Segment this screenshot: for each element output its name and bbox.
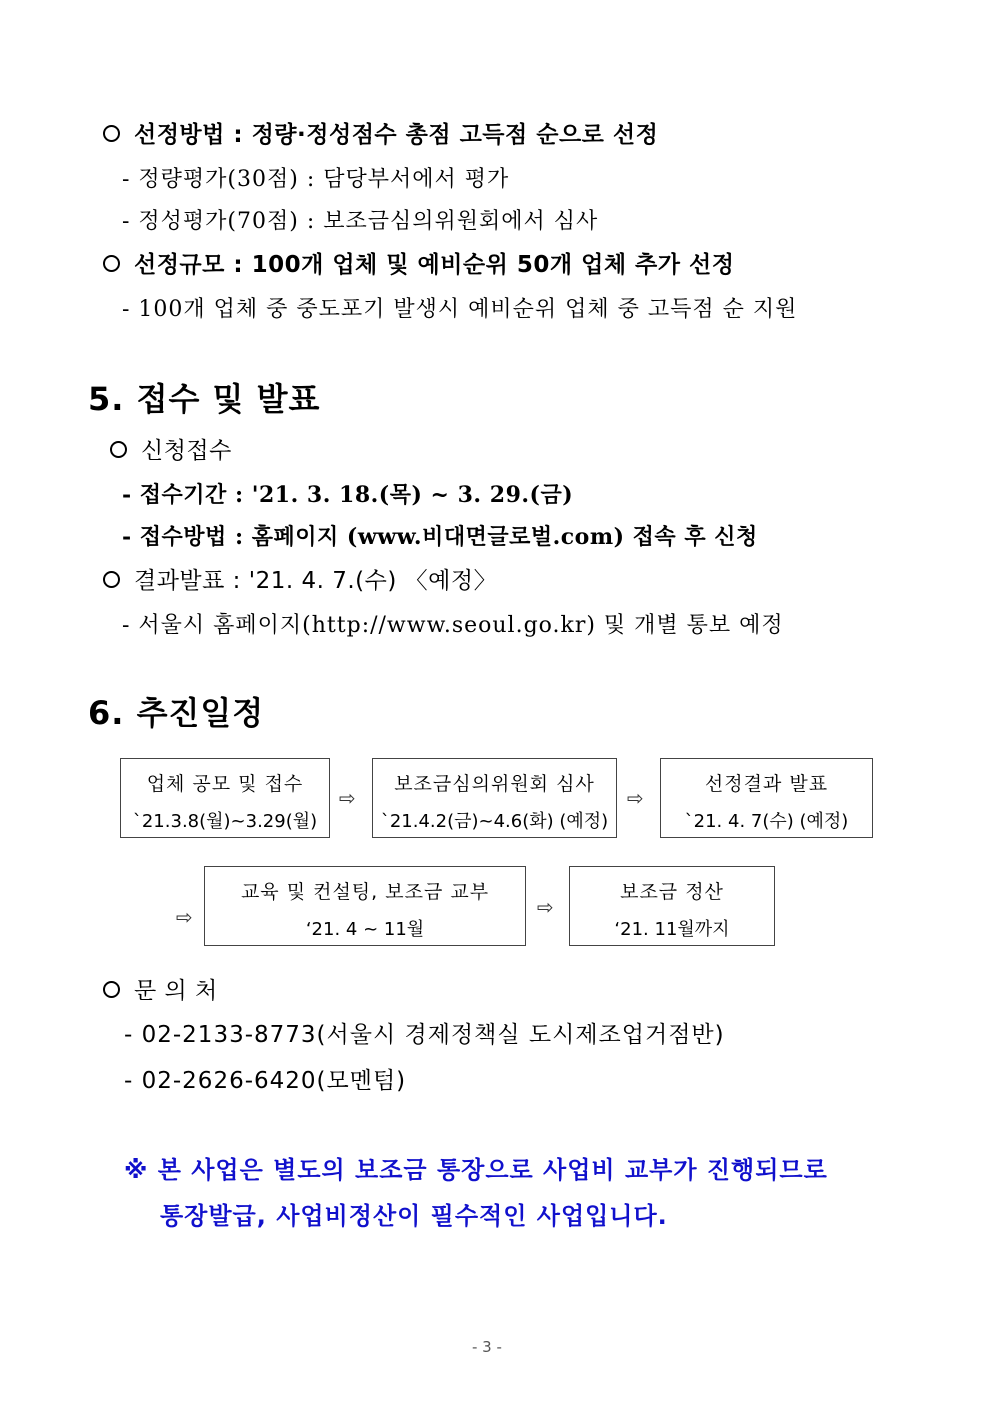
arrow-right-icon: ⇨ <box>537 895 554 919</box>
step-date: `21. 4. 7(수) (예정) <box>684 811 849 832</box>
schedule-step-3 <box>660 758 873 838</box>
circle-bullet-icon <box>103 255 120 272</box>
circle-bullet-icon <box>103 981 120 998</box>
scale-note: - 100개 업체 중 중도포기 발생시 예비순위 업체 중 고득점 순 지원 <box>122 297 798 322</box>
contact-line-1: - 02-2133-8773(서울시 경제정책실 도시제조업거점반) <box>124 1022 725 1048</box>
notice-line-2: 통장발급, 사업비정산이 필수적인 사업입니다. <box>160 1202 668 1230</box>
arrow-right-icon: ⇨ <box>339 786 356 810</box>
contact-head: 문 의 처 <box>103 972 218 1005</box>
qual-eval: - 정성평가(70점) : 보조금심의위원회에서 심사 <box>122 209 599 234</box>
result-note: - 서울시 홈페이지(http://www.seoul.go.kr) 및 개별 통보 예정 <box>122 613 784 638</box>
page-number: - 3 - <box>472 1338 502 1356</box>
circle-bullet-icon <box>103 571 120 588</box>
step-date: ‘21. 11월까지 <box>614 919 730 940</box>
result-announce: 결과발표 : '21. 4. 7.(수) 〈예정〉 <box>103 562 497 595</box>
step-name: 업체 공모 및 접수 <box>146 773 304 795</box>
circle-bullet-icon <box>110 441 127 458</box>
step-date: ‘21. 4 ~ 11월 <box>305 919 425 940</box>
selection-scale: 선정규모 : 100개 업체 및 예비순위 50개 업체 추가 선정 <box>103 246 734 279</box>
step-date: `21.4.2(금)~4.6(화) (예정) <box>380 811 609 832</box>
selection-method: 선정방법 : 정량·정성점수 총점 고득점 순으로 선정 <box>103 116 658 149</box>
apply-method: - 접수방법 : 홈페이지 (www.비대면글로벌.com) 접속 후 신청 <box>122 524 758 550</box>
arrow-right-icon: ⇨ <box>627 786 644 810</box>
apply-period: - 접수기간 : '21. 3. 18.(목) ~ 3. 29.(금) <box>122 482 574 508</box>
quant-eval: - 정량평가(30점) : 담당부서에서 평가 <box>122 167 510 192</box>
step-name: 선정결과 발표 <box>704 773 829 795</box>
schedule-step-2 <box>372 758 617 838</box>
schedule-step-1 <box>120 758 330 838</box>
contact-line-2: - 02-2626-6420(모멘텀) <box>124 1068 407 1094</box>
schedule-step-4 <box>204 866 526 946</box>
section6-title: 6. 추진일정 <box>88 694 265 732</box>
schedule-step-5 <box>569 866 775 946</box>
arrow-right-icon: ⇨ <box>176 905 193 929</box>
step-date: `21.3.8(월)~3.29(월) <box>132 811 318 832</box>
section5-title: 5. 접수 및 발표 <box>88 380 321 418</box>
notice-line-1: ※ 본 사업은 별도의 보조금 통장으로 사업비 교부가 진행되므로 <box>124 1156 828 1184</box>
step-name: 보조금심의위원회 심사 <box>394 773 595 795</box>
step-name: 보조금 정산 <box>620 881 724 903</box>
apply-head: 신청접수 <box>110 432 232 465</box>
circle-bullet-icon <box>103 125 120 142</box>
step-name: 교육 및 컨설팅, 보조금 교부 <box>240 881 490 903</box>
